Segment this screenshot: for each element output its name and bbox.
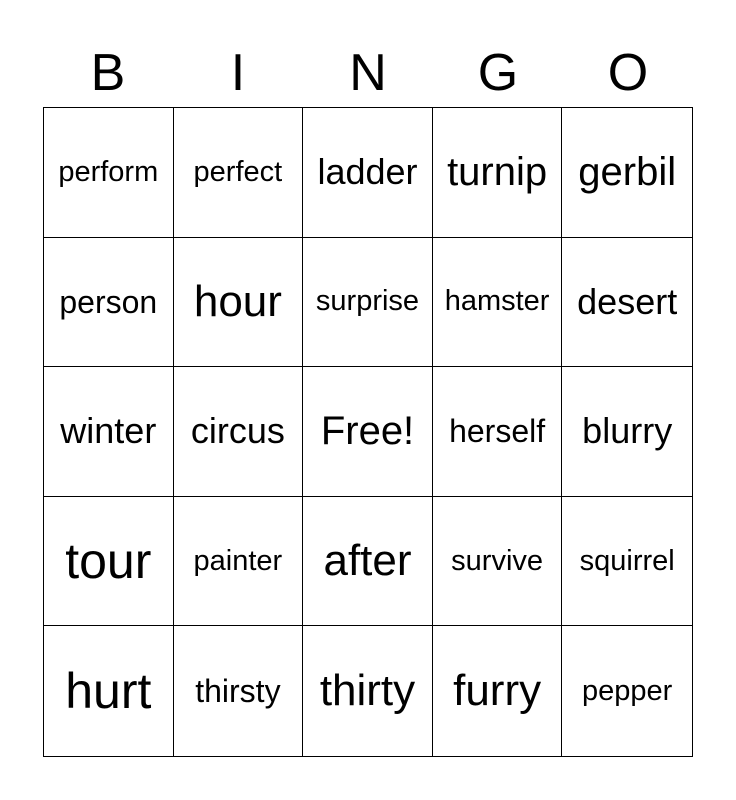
- bingo-cell[interactable]: hurt: [44, 626, 174, 756]
- bingo-cell[interactable]: painter: [174, 497, 304, 627]
- bingo-cell[interactable]: surprise: [303, 238, 433, 368]
- bingo-cell[interactable]: perform: [44, 108, 174, 238]
- bingo-cell[interactable]: furry: [433, 626, 563, 756]
- bingo-cell[interactable]: turnip: [433, 108, 563, 238]
- bingo-header: [43, 40, 693, 106]
- bingo-cell[interactable]: pepper: [582, 674, 673, 707]
- bingo-cell[interactable]: survive: [433, 497, 563, 627]
- free-space-cell[interactable]: Free!: [303, 367, 433, 497]
- bingo-cell[interactable]: circus: [174, 367, 304, 497]
- bingo-cell[interactable]: blurry: [562, 367, 692, 497]
- bingo-cell[interactable]: person: [44, 238, 174, 368]
- bingo-cell[interactable]: winter: [44, 367, 174, 497]
- bingo-board: [43, 107, 693, 757]
- bingo-cell[interactable]: herself: [433, 367, 563, 497]
- bingo-cell[interactable]: ladder: [303, 108, 433, 238]
- header-letter-n: N: [349, 44, 387, 102]
- header-letter-g: G: [477, 44, 519, 102]
- bingo-cell[interactable]: thirty: [303, 626, 433, 756]
- bingo-cell[interactable]: desert: [562, 238, 692, 368]
- bingo-cell[interactable]: squirrel: [562, 497, 692, 627]
- bingo-cell[interactable]: thirsty: [174, 626, 304, 756]
- bingo-cell[interactable]: hamster: [433, 238, 563, 368]
- bingo-cell[interactable]: tour: [44, 497, 174, 627]
- header-letter-b: B: [90, 44, 126, 102]
- bingo-cell[interactable]: hour: [174, 238, 304, 368]
- bingo-cell[interactable]: after: [303, 497, 433, 627]
- header-letter-o: O: [607, 44, 649, 102]
- header-letter-i: I: [230, 44, 246, 102]
- bingo-cell[interactable]: perfect: [174, 108, 304, 238]
- bingo-cell[interactable]: gerbil: [562, 108, 692, 238]
